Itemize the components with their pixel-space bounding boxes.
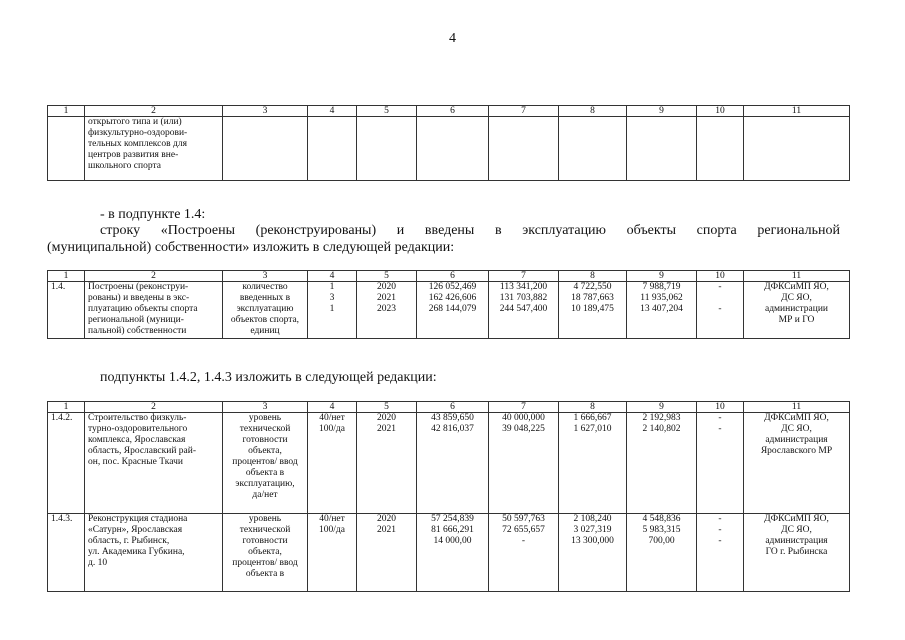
paragraph-instruction-line2: (муниципальной) собственности» изложить в следующей редакции: [47, 240, 455, 255]
row-name-cell: Реконструкция стадиона «Сатурн», Ярославская область, г. Рыбинск, ул. Академика Губкина, д. 10 [85, 514, 223, 592]
regional-amount-cell: 1 666,667 1 627,010 [559, 413, 627, 514]
local-amount-cell: 7 988,719 11 935,062 13 407,204 [627, 282, 697, 339]
header-cell: 5 [357, 106, 417, 117]
total-amount-cell: 57 254,839 81 666,291 14 000,00 [417, 514, 489, 592]
header-cell: 2 [85, 402, 223, 413]
header-cell: 4 [308, 402, 357, 413]
table-row [48, 282, 850, 339]
header-cell: 8 [559, 106, 627, 117]
table-items-1-4-2-1-4-3 [47, 401, 850, 592]
header-cell: 8 [559, 271, 627, 282]
executor-cell: ДФКСиМП ЯО, ДС ЯО, администрации МР и ГО [744, 282, 850, 339]
year-cell: 2020 2021 2023 [357, 282, 417, 339]
indicator-cell: уровень технической готовности объекта, процентов/ ввод объекта в [223, 514, 308, 592]
row-number: 1.4. [48, 282, 85, 339]
header-cell: 2 [85, 271, 223, 282]
header-row [48, 402, 850, 413]
header-cell: 1 [48, 402, 85, 413]
row-name-cell: открытого типа и (или) физкультурно-оздорови- тельных комплексов для центров развития вне- школьного спорта [85, 117, 223, 181]
header-cell: 6 [417, 271, 489, 282]
header-cell: 7 [489, 271, 559, 282]
header-cell: 4 [308, 271, 357, 282]
table-row [48, 413, 850, 514]
header-cell: 11 [744, 271, 850, 282]
row-number: 1.4.2. [48, 413, 85, 514]
local-amount-cell: 2 192,983 2 140,802 [627, 413, 697, 514]
executor-cell: ДФКСиМП ЯО, ДС ЯО, администрация Ярославского МР [744, 413, 850, 514]
table-row [48, 514, 850, 592]
target-value-cell: 1 3 1 [308, 282, 357, 339]
header-cell: 8 [559, 402, 627, 413]
header-row [48, 271, 850, 282]
header-cell: 10 [697, 106, 744, 117]
indicator-cell: уровень технической готовности объекта, процентов/ ввод объекта в эксплуатацию, да/нет [223, 413, 308, 514]
paragraph-subclause: - в подпункте 1.4: [100, 207, 206, 222]
header-cell: 3 [223, 106, 308, 117]
row-name-cell: Построены (реконструи- рованы) и введены в экс- плуатацию объекты спорта региональной (муници- пальной) собственности [85, 282, 223, 339]
header-cell: 9 [627, 271, 697, 282]
total-amount-cell: 126 052,469 162 426,606 268 144,079 [417, 282, 489, 339]
federal-amount-cell: 50 597,763 72 655,657 - [489, 514, 559, 592]
header-cell: 5 [357, 271, 417, 282]
header-cell: 10 [697, 402, 744, 413]
header-cell: 3 [223, 402, 308, 413]
federal-amount-cell: 113 341,200 131 703,882 244 547,400 [489, 282, 559, 339]
header-cell: 6 [417, 402, 489, 413]
header-cell: 7 [489, 402, 559, 413]
year-cell: 2020 2021 [357, 413, 417, 514]
paragraph-subitems: подпункты 1.4.2, 1.4.3 изложить в следующей редакции: [100, 370, 437, 385]
table-row [48, 117, 850, 181]
other-amount-cell: - - - [697, 514, 744, 592]
header-cell: 4 [308, 106, 357, 117]
header-cell: 9 [627, 106, 697, 117]
target-value-cell: 40/нет 100/да [308, 413, 357, 514]
indicator-cell: количество введенных в эксплуатацию объектов спорта, единиц [223, 282, 308, 339]
regional-amount-cell: 2 108,240 3 027,319 13 300,000 [559, 514, 627, 592]
paragraph-instruction-line1: строку «Построены (реконструированы) и введены в эксплуатацию объекты спорта региональной [100, 223, 840, 238]
federal-amount-cell: 40 000,000 39 048,225 [489, 413, 559, 514]
executor-cell: ДФКСиМП ЯО, ДС ЯО, администрация ГО г. Рыбинска [744, 514, 850, 592]
row-number: 1.4.3. [48, 514, 85, 592]
header-cell: 6 [417, 106, 489, 117]
header-cell: 7 [489, 106, 559, 117]
header-cell: 2 [85, 106, 223, 117]
header-cell: 1 [48, 106, 85, 117]
header-row [48, 106, 850, 117]
target-value-cell: 40/нет 100/да [308, 514, 357, 592]
year-cell: 2020 2021 [357, 514, 417, 592]
local-amount-cell: 4 548,836 5 983,315 700,00 [627, 514, 697, 592]
header-cell: 10 [697, 271, 744, 282]
table-item-1-4 [47, 270, 850, 339]
header-cell: 5 [357, 402, 417, 413]
row-name-cell: Строительство физкуль- турно-оздоровительного комплекса, Ярославская область, Ярославский рай- он, пос. Красные Ткачи [85, 413, 223, 514]
header-cell: 1 [48, 271, 85, 282]
other-amount-cell: - - [697, 282, 744, 339]
page-number: 4 [449, 31, 456, 46]
regional-amount-cell: 4 722,550 18 787,663 10 189,475 [559, 282, 627, 339]
header-cell: 11 [744, 402, 850, 413]
header-cell: 11 [744, 106, 850, 117]
total-amount-cell: 43 859,650 42 816,037 [417, 413, 489, 514]
table-continuation [47, 105, 850, 181]
header-cell: 9 [627, 402, 697, 413]
header-cell: 3 [223, 271, 308, 282]
other-amount-cell: - - [697, 413, 744, 514]
